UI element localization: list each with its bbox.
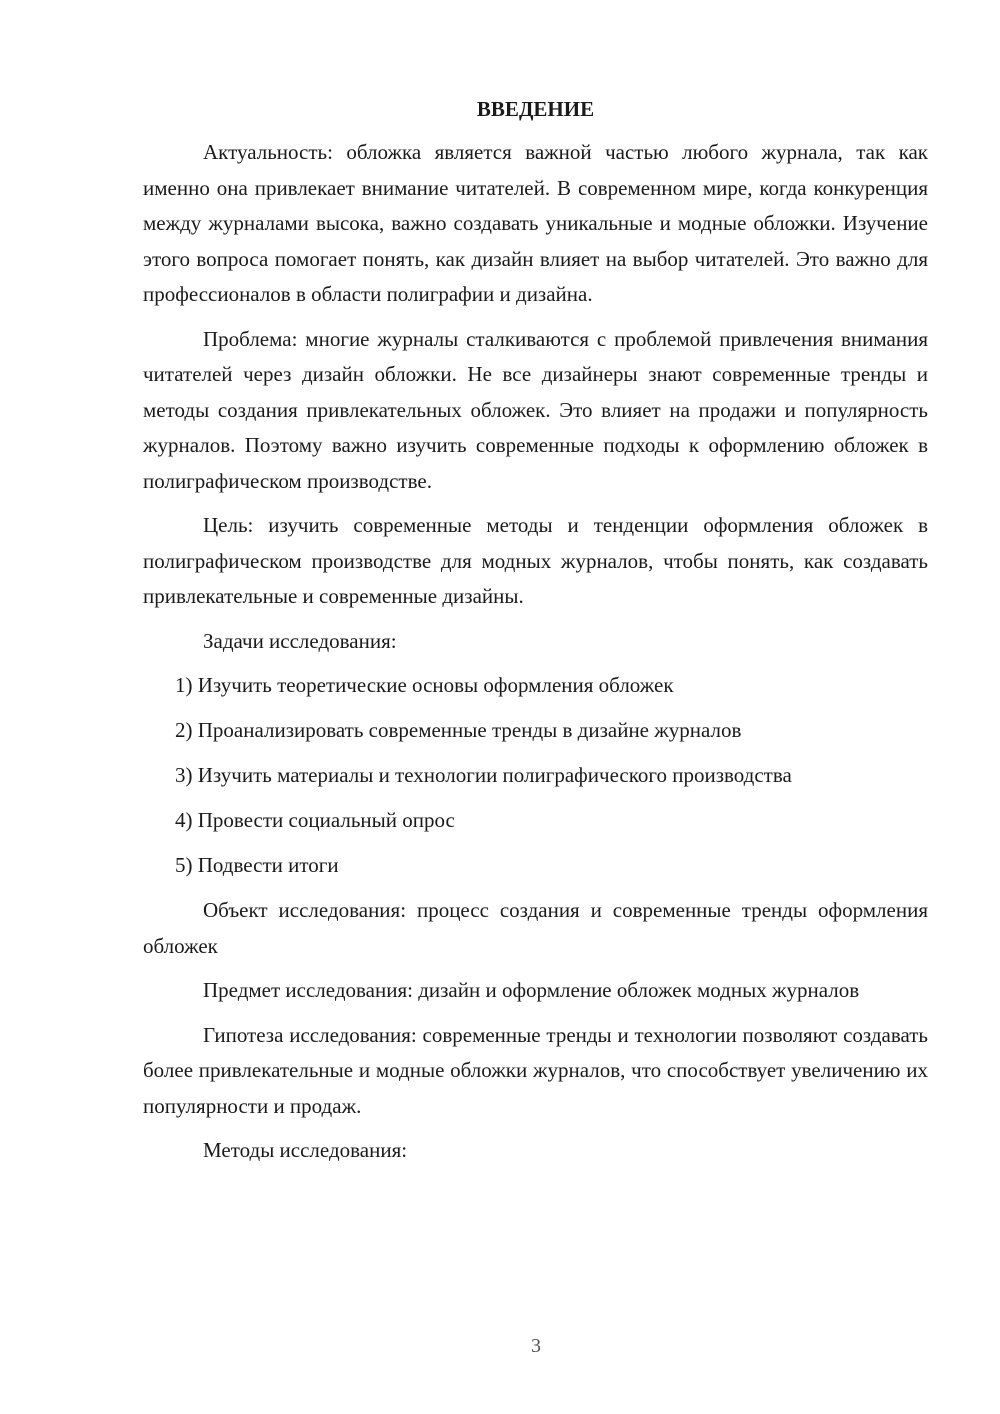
list-item: 1) Изучить теоретические основы оформления обложек — [175, 673, 674, 697]
list-item: 2) Проанализировать современные тренды в дизайне журналов — [175, 718, 742, 742]
paragraph-subject: Предмет исследования: дизайн и оформление обложек модных журналов — [203, 978, 860, 1002]
document-page — [143, 95, 928, 1178]
tasks-heading: Задачи исследования: — [203, 628, 397, 653]
list-item: 4) Провести социальный опрос — [175, 808, 455, 832]
paragraph-relevance: Актуальность: обложка является важной частью любого журнала, так как именно она привлекает внимание читателей. В современном мире, когда конкуренция между журналами высока, важно создавать уникальные и модные обложки. Изучение этого вопроса помогает понять, как дизайн влияет на выбор читателей. Это важно для профессионалов в области полиграфии и дизайна. — [143, 140, 928, 306]
tasks-list — [143, 668, 928, 884]
paragraph-problem: Проблема: многие журналы сталкиваются с проблемой привлечения внимания читателей через дизайн обложки. Не все дизайнеры знают современные тренды и методы создания привлекательных обложек. Это влияет на продажи и популярность журналов. Поэтому важно изучить современные подходы к оформлению обложек в полиграфическом производстве. — [143, 326, 928, 493]
paragraph-goal: Цель: изучить современные методы и тенденции оформления обложек в полиграфическом производстве для модных журналов, чтобы понять, как создавать привлекательные и современные дизайны. — [143, 513, 928, 608]
section-title: ВВЕДЕНИЕ — [476, 97, 595, 121]
list-item: 3) Изучить материалы и технологии полиграфического производства — [175, 763, 792, 787]
paragraph-object: Объект исследования: процесс создания и современные тренды оформления обложек — [143, 898, 928, 958]
paragraph-hypothesis: Гипотеза исследования: современные тренды и технологии позволяют создавать более привлекательные и модные обложки журналов, что способствует увеличению их популярности и продаж. — [143, 1022, 928, 1118]
methods-heading: Методы исследования: — [203, 1138, 408, 1162]
list-item: 5) Подвести итоги — [175, 853, 339, 877]
page-number: 3 — [531, 1335, 541, 1357]
